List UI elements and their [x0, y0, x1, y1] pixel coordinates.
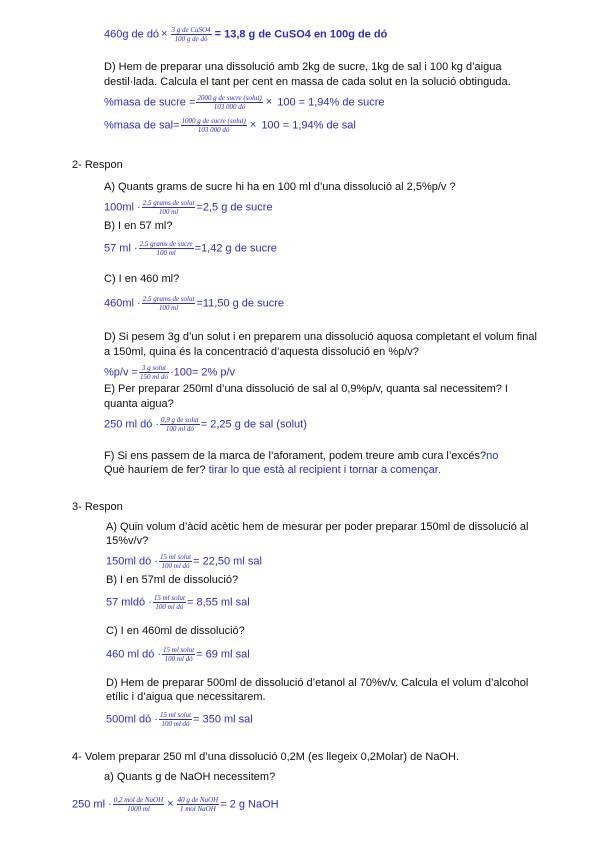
fraction: $\frac{\text{15 ml solut}}{\text{100 ml dó}}$ — [153, 594, 185, 611]
calc-result: = 1,94% de sal — [282, 119, 356, 132]
question-2b: B) I en 57 ml? — [104, 220, 173, 232]
fraction: $\frac{\text{15 ml solut}}{\text{100 ml dó}}$ — [159, 553, 192, 570]
fraction: $\frac{\text{15 ml solut}}{\text{100 ml dó}}$ — [159, 711, 192, 728]
question-2e-line2: quanta aigua? — [104, 398, 174, 410]
calc-4a: 250 ml · $\frac{\text{0,2 mol de NaOH}}{1000 ml}$ × $\frac{\text{40 g de NaOH}}{\text{1 mol NaOH}}$ = 2 g NaOH — [72, 796, 279, 813]
question-2e-line1: E) Per preparar 250ml d’una dissolució de sal al 0,9%p/v, quanta sal necessitem? I — [104, 383, 508, 395]
answer-2f-part2: tirar lo que està al recipient i tornar a començar. — [208, 464, 441, 476]
question-2f-line1: F) Si ens passem de la marca de l’aforament, podem treure amb cura l’excés?no — [104, 450, 499, 462]
calc-cuso4: 460g de dó × $\frac{\text{3 g de CuSO4}}{\text{100 g de dó}}$ = 13,8 g de CuSO4 en 100g de dó — [104, 26, 388, 43]
fraction: $\frac{\text{2,5 grams de sucre}}{100 ml}$ — [139, 240, 193, 257]
fraction: $\frac{\text{15 ml solut}}{\text{100 ml dó}}$ — [163, 646, 195, 663]
fraction: $\frac{\text{3 g de CuSO4}}{\text{100 g de dó}}$ — [171, 26, 211, 43]
question-1d-line2: destil·lada. Calcula el tant per cent en massa de cada solut en la solució obtinguda. — [104, 76, 511, 88]
calc-prefix: %masa de sucre = — [104, 96, 196, 109]
question-3d-line2: etílic i d’aigua que necessitarem. — [106, 691, 266, 703]
section-2-heading: 2- Respon — [72, 159, 123, 171]
calc-2b: 57 ml · $\frac{\text{2,5 grams de sucre}}{100 ml}$ =1,42 g de sucre — [104, 240, 277, 257]
fraction: $\frac{\text{3 g solut}}{\text{150 ml dó}}$ — [139, 364, 168, 381]
calc-3a: 150ml dó · $\frac{\text{15 ml solut}}{\text{100 ml dó}}$ = 22,50 ml sal — [106, 553, 262, 570]
section-3-heading: 3- Respon — [72, 501, 123, 513]
question-3b: B) I en 57ml de dissolució? — [106, 574, 239, 586]
question-3a-line1: A) Quin volum d’àcid acètic hem de mesurar per poder preparar 150ml de dissolució al — [106, 521, 529, 533]
calc-mass-sugar: %masa de sucre = $\frac{\text{2000 g de sucre (solut)}}{103 000 dó}$ × 100 = 1,94% de sucre — [104, 94, 385, 111]
calc-3b: 57 mldó · $\frac{\text{15 ml solut}}{\text{100 ml dó}}$ = 8,55 ml sal — [106, 594, 250, 611]
fraction: $\frac{\text{1000 g de sucre (solut)}}{103 000 dó}$ — [181, 117, 246, 134]
question-2c: C) I en 460 ml? — [104, 273, 180, 285]
fraction: $\frac{\text{0,2 mol de NaOH}}{1000 ml}$ — [113, 796, 164, 813]
question-4a: a) Quants g de NaOH necessitem? — [104, 771, 276, 783]
calc-result: = 2 g NaOH — [220, 798, 279, 811]
answer-2f-part1: no — [486, 450, 499, 462]
calc-result: =2,5 g de sucre — [196, 201, 273, 214]
calc-result: = 22,50 ml sal — [193, 555, 262, 568]
question-2f-line2: Què hauríem de fer? tirar lo que està al recipient i tornar a començar. — [104, 464, 441, 476]
calc-3d: 500ml dó · $\frac{\text{15 ml solut}}{\text{100 ml dó}}$ = 350 ml sal — [106, 711, 253, 728]
calc-result: = 69 ml sal — [196, 648, 250, 661]
question-2d-line2: a 150ml, quina és la concentració d’aquesta dissolució en %p/v? — [104, 346, 419, 358]
calc-2e: 250 ml dó · $\frac{\text{0,9 g de solut}}{\text{100 ml dó}}$ = 2,25 g de sal (solut) — [104, 416, 307, 433]
question-3a-line2: 15%v/v? — [106, 535, 149, 547]
calc-prefix: %masa de sal= — [104, 119, 180, 132]
calc-result: ·100= 2% p/v — [169, 366, 236, 379]
question-3d-line1: D) Hem de preparar 500ml de dissolució d’etanol al 70%v/v. Calcula el volum d’alcohol — [106, 677, 529, 689]
calc-result: 13,8 g de CuSO4 en 100g de dó — [224, 28, 388, 41]
calc-result: =11,50 g de sucre — [196, 297, 284, 310]
calc-result: = 2,25 g de sal (solut) — [200, 418, 307, 431]
calc-result: =1,42 g de sucre — [194, 242, 277, 255]
calc-mass-salt: %masa de sal= $\frac{\text{1000 g de sucre (solut)}}{103 000 dó}$ × 100 = 1,94% de sal — [104, 117, 356, 134]
question-2a: A) Quants grams de sucre hi ha en 100 ml d’una dissolució al 2,5%p/v ? — [104, 181, 456, 193]
calc-3c: 460 ml dó · $\frac{\text{15 ml solut}}{\text{100 ml dó}}$ = 69 ml sal — [106, 646, 250, 663]
question-2d-line1: D) Si pesem 3g d’un solut i en preparem una dissolució aquosa completant el volum final — [104, 331, 537, 343]
fraction: $\frac{\text{40 g de NaOH}}{\text{1 mol NaOH}}$ — [177, 796, 219, 813]
calc-2a: 100ml · $\frac{\text{2,5 grams de solut}}{100 ml}$ =2,5 g de sucre — [104, 199, 273, 216]
section-4-heading: 4- Volem preparar 250 ml d’una dissolució 0,2M (es llegeix 0,2Molar) de NaOH. — [72, 751, 460, 763]
question-1d-line1: D) Hem de preparar una dissolució amb 2kg de sucre, 1kg de sal i 100 kg d’aigua — [104, 61, 502, 73]
calc-prefix: 460g de dó — [104, 28, 160, 41]
calc-2c: 460ml · $\frac{\text{2,5 grams de solut}}{100 ml}$ =11,50 g de sucre — [104, 295, 284, 312]
fraction: $\frac{\text{2,5 grams de solut}}{100 ml}$ — [142, 199, 195, 216]
fraction: $\frac{\text{2000 g de sucre (solut)}}{103 000 dó}$ — [197, 94, 262, 111]
fraction: $\frac{\text{2,5 grams de solut}}{100 ml}$ — [142, 295, 195, 312]
fraction: $\frac{\text{0,9 g de solut}}{\text{100 ml dó}}$ — [161, 416, 199, 433]
calc-result: = 1,94% de sucre — [298, 96, 385, 109]
calc-2d: %p/v = $\frac{\text{3 g solut}}{\text{150 ml dó}}$ ·100= 2% p/v — [104, 364, 236, 381]
question-3c: C) I en 460ml de dissolució? — [106, 625, 245, 637]
calc-result: = 8,55 ml sal — [186, 596, 250, 609]
calc-result: = 350 ml sal — [193, 713, 253, 726]
